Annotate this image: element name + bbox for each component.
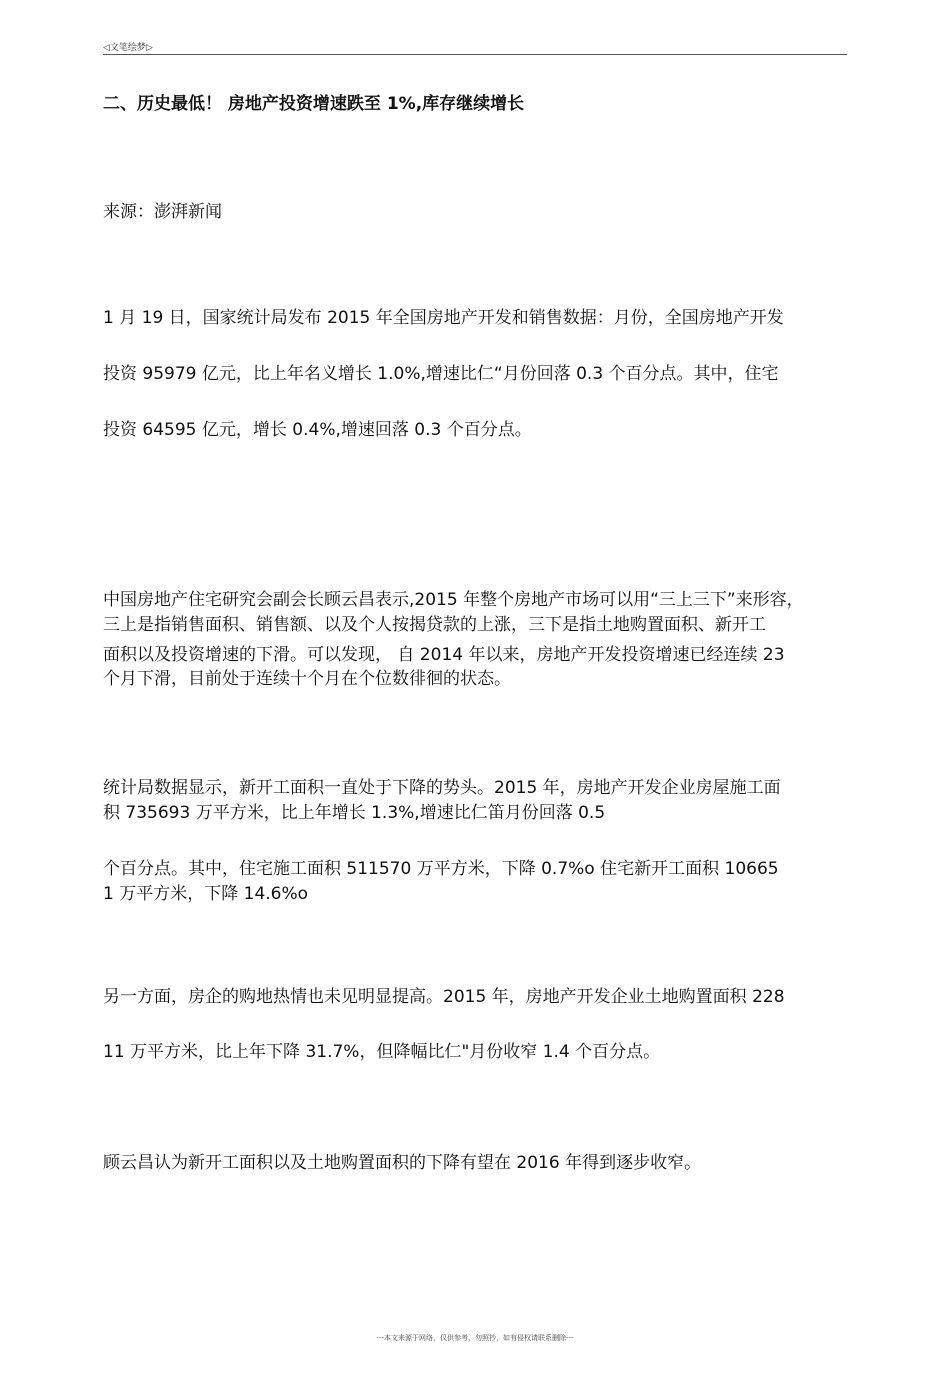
article-source: 来源：澎湃新闻 [103, 202, 222, 222]
paragraph-4-line-4: 个月下滑，目前处于连续十个月在个位数徘徊的状态。 [103, 669, 511, 689]
paragraph-5-line-2: 积 735693 万平方米，比上年增长 1.3%,增速比仁笛月份回落 0.5 [103, 803, 606, 823]
paragraph-1-line-1: 1 月 19 日，国家统计局发布 2015 年全国房地产开发和销售数据：月份，全国房地产开发 [103, 308, 784, 328]
article-title: 二、历史最低！ 房地产投资增速跌至 1%,库存继续增长 [103, 94, 525, 114]
header-rule [103, 54, 847, 55]
paragraph-8-line-1: 11 万平方米，比上年下降 31.7%，但降幅比仁"月份收窄 1.4 个百分点。 [103, 1042, 661, 1062]
paragraph-6-line-2: 1 万平方米，下降 14.6%o [103, 884, 309, 904]
paragraph-5-line-1: 统计局数据显示，新开工面积一直处于下降的势头。2015 年，房地产开发企业房屋施工面 [103, 778, 781, 798]
footer-note: ---本文来源于网络，仅供参考，勿照抄，如有侵权请联系删除--- [376, 1334, 574, 1342]
paragraph-2-line-1: 投资 95979 亿元，比上年名义增长 1.0%,增速比仁“月份回落 0.3 个百分点。其中，住宅 [103, 364, 779, 384]
paragraph-4-line-3: 面积以及投资增速的下滑。可以发现， 自 2014 年以来，房地产开发投资增速已经连续 23 [103, 645, 785, 665]
paragraph-3-line-1: 投资 64595 亿元，增长 0.4%,增速回落 0.3 个百分点。 [103, 420, 532, 440]
paragraph-6-line-1: 个百分点。其中，住宅施工面积 511570 万平方米，下降 0.7%o 住宅新开工面积 10665 [103, 859, 779, 879]
paragraph-4-line-1: 中国房地产住宅研究会副会长顾云昌表示,2015 年整个房地产市场可以用“三上三下”来形容， [103, 590, 804, 610]
paragraph-4-line-2: 三上是指销售面积、销售额、以及个人按揭贷款的上涨，三下是指土地购置面积、新开工 [103, 615, 766, 635]
paragraph-7-line-1: 另一方面，房企的购地热情也未见明显提高。2015 年，房地产开发企业土地购置面积 228 [103, 987, 785, 1007]
header-mark: ◁文笔绘梦▷ [103, 43, 153, 53]
paragraph-9-line-1: 顾云昌认为新开工面积以及土地购置面积的下降有望在 2016 年得到逐步收窄。 [103, 1153, 702, 1173]
